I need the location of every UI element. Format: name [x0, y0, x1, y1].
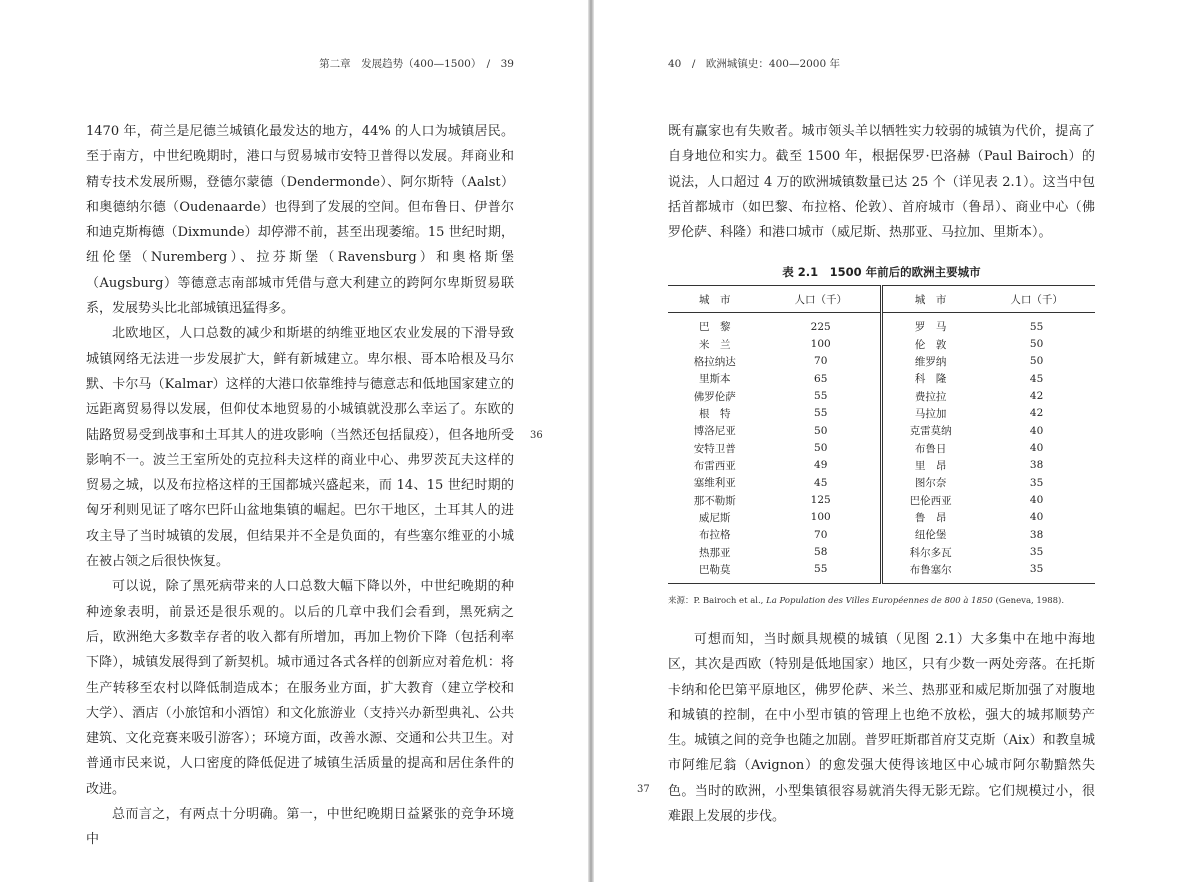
running-head-left: 第二章 发展趋势（400—1500） / 39 [319, 58, 514, 70]
city-cell: 里 昂 [914, 459, 947, 472]
city-cell: 布鲁日 [914, 442, 947, 455]
source-title: La Population des Villes Européennes de 800 à 1850 [766, 596, 993, 606]
right-page-body-bottom [668, 627, 1095, 829]
table-row [668, 561, 1095, 584]
column-header-city: 城 市 [668, 286, 761, 313]
city-cell: 布拉格 [698, 529, 731, 542]
population-cell: 35 [1029, 476, 1044, 489]
population-cell: 70 [761, 526, 881, 543]
table-row [668, 313, 1095, 336]
population-cell: 50 [761, 422, 881, 439]
column-header-population: 人口（千） [978, 286, 1095, 313]
population-cell: 125 [761, 491, 881, 508]
table-row [668, 526, 1095, 543]
city-cell: 布鲁塞尔 [909, 563, 952, 576]
paragraph: 总而言之，有两点十分明确。第一，中世纪晚期日益紧张的竞争环境中 [86, 807, 514, 848]
population-cell: 40 [1029, 442, 1044, 455]
city-cell: 鲁 昂 [914, 511, 947, 524]
population-cell: 49 [761, 457, 881, 474]
column-header-city: 城 市 [882, 286, 979, 313]
city-cell: 费拉拉 [914, 390, 947, 403]
running-head-right: 40 / 欧洲城镇史：400—2000 年 [668, 58, 840, 70]
table-row [668, 422, 1095, 439]
paragraph: 北欧地区，人口总数的减少和斯堪的纳维亚地区农业发展的下滑导致城镇网络无法进一步发展扩大，鲜有新城建立。卑尔根、哥本哈根及马尔默、卡尔马（Kalmar）这样的大港口依靠维持与德意志和低地国家建立的远距离贸易得以发展，但仰仗本地贸易的小城镇就没那么幸运了。东欧的陆路贸易受到战事和土耳其人的进攻影响（当然还包括鼠疫），但各地所受影响不一。波兰王室所处的克拉科夫这样的商业中心、弗罗茨瓦夫这样的贸易之城，以及布拉格这样的王国都城兴盛起来，而 14、15 世纪时期的匈牙利则见证了喀尔巴阡山盆地集镇的崛起。巴尔干地区，土耳其人的进攻主导了当时城镇的发展，但结果并不全是负面的，有些塞尔维亚的小城在被占领之后很快恢复。 [86, 326, 514, 570]
city-cell: 布雷西亚 [693, 459, 736, 472]
column-header-population: 人口（千） [761, 286, 881, 313]
table-body [668, 313, 1095, 584]
table-row [668, 370, 1095, 387]
population-cell: 40 [1029, 494, 1044, 507]
city-cell: 威尼斯 [698, 511, 731, 524]
city-cell: 热那亚 [698, 546, 731, 559]
population-cell: 55 [761, 387, 881, 404]
population-cell: 55 [1029, 320, 1044, 333]
table-row [668, 491, 1095, 508]
population-cell: 38 [1029, 459, 1044, 472]
left-page [0, 0, 590, 882]
population-cell: 70 [761, 353, 881, 370]
population-cell: 65 [761, 370, 881, 387]
city-cell: 纽伦堡 [914, 529, 947, 542]
city-cell: 里斯本 [698, 373, 731, 386]
margin-page-number: 37 [637, 784, 650, 795]
city-cell: 马拉加 [914, 407, 947, 420]
city-cell: 克雷莫纳 [909, 425, 952, 438]
table-source [668, 594, 1064, 606]
table-row [668, 387, 1095, 404]
population-cell: 50 [761, 439, 881, 456]
margin-page-number: 36 [530, 430, 543, 441]
left-page-body [86, 119, 514, 853]
city-cell: 米 兰 [698, 338, 731, 351]
city-cell: 科 隆 [914, 373, 947, 386]
population-cell: 45 [1029, 372, 1044, 385]
table-row [668, 509, 1095, 526]
table-row [668, 439, 1095, 456]
population-cell: 55 [761, 405, 881, 422]
population-cell: 40 [1029, 511, 1044, 524]
table-header-row [668, 286, 1095, 313]
city-cell: 科尔多瓦 [909, 546, 952, 559]
table-row [668, 474, 1095, 491]
population-cell: 35 [1029, 546, 1044, 559]
source-suffix: (Geneva, 1988). [992, 596, 1065, 606]
population-cell: 50 [1029, 338, 1044, 351]
paragraph: 可想而知，当时颇具规模的城镇（见图 2.1）大多集中在地中海地区，其次是西欧（特别是低地国家）地区，只有少数一两处旁落。在托斯卡纳和伦巴第平原地区，佛罗伦萨、米兰、热那亚和威尼斯加强了对腹地和城镇的控制，在中小型市镇的管理上也绝不放松，强大的城邦顺势产生。城镇之间的竞争也随之加剧。普罗旺斯郡首府艾克斯（Aix）和教皇城市阿维尼翁（Avignon）的愈发强大使得该地区中心城市阿尔勒黯然失色。当时的欧洲，小型集镇很容易就消失得无影无踪。它们规模过小，很难跟上发展的步伐。 [668, 632, 1095, 825]
city-cell: 巴勒莫 [698, 563, 731, 576]
city-cell: 塞维利亚 [693, 477, 736, 490]
population-cell: 40 [1029, 424, 1044, 437]
population-cell: 58 [761, 543, 881, 560]
city-cell: 那不勒斯 [693, 494, 736, 507]
cities-table [668, 285, 1095, 584]
city-cell: 安特卫普 [693, 442, 736, 455]
table-row [668, 457, 1095, 474]
population-cell: 45 [761, 474, 881, 491]
city-cell: 伦 敦 [914, 338, 947, 351]
table-row [668, 353, 1095, 370]
city-cell: 格拉纳达 [693, 355, 736, 368]
city-cell: 根 特 [698, 407, 731, 420]
population-cell: 100 [761, 509, 881, 526]
population-cell: 100 [761, 335, 881, 352]
city-cell: 巴伦西亚 [909, 494, 952, 507]
paragraph: 可以说，除了黑死病带来的人口总数大幅下降以外，中世纪晚期的种种迹象表明，前景还是很乐观的。以后的几章中我们会看到，黑死病之后，欧洲绝大多数幸存者的收入都有所增加，再加上物价下降（包括利率下降），城镇发展得到了新契机。城市通过各式各样的创新应对着危机：将生产转移至农村以降低制造成本；在服务业方面，扩大教育（建立学校和大学）、酒店（小旅馆和小酒馆）和文化旅游业（支持兴办新型典礼、公共建筑、文化竞赛来吸引游客）；环境方面，改善水源、交通和公共卫生。对普通市民来说，人口密度的降低促进了城镇生活质量的提高和居住条件的改进。 [86, 579, 514, 797]
paragraph: 既有赢家也有失败者。城市领头羊以牺牲实力较弱的城镇为代价，提高了自身地位和实力。截至 1500 年，根据保罗·巴洛赫（Paul Bairoch）的说法，人口超过 4 万的欧洲城镇数量已达 25 个（详见表 2.1）。这当中包括首都城市（如巴黎、布拉格、伦敦）、首府城市（鲁昂）、商业中心（佛罗伦萨、科隆）和港口城市（威尼斯、热那亚、马拉加、里斯本）。 [668, 124, 1095, 241]
table-title: 表 2.1 1500 年前后的欧洲主要城市 [782, 265, 981, 279]
table-row [668, 405, 1095, 422]
population-cell: 38 [1029, 528, 1044, 541]
paragraph: 1470 年，荷兰是尼德兰城镇化最发达的地方，44% 的人口为城镇居民。至于南方，中世纪晚期时，港口与贸易城市安特卫普得以发展。拜商业和精专技术发展所赐，登德尔蒙德（Dendermonde）、阿尔斯特（Aalst）和奥德纳尔德（Oudenaarde）也得到了发展的空间。但布鲁日、伊普尔和迪克斯梅德（Dixmunde）却停滞不前，甚至出现萎缩。15 世纪时期，纽伦堡（Nuremberg）、拉芬斯堡（Ravensburg）和奥格斯堡（Augsburg）等德意志南部城市凭借与意大利建立的跨阿尔卑斯贸易联系，发展势头比北部城镇迅猛得多。 [86, 124, 514, 317]
right-page [594, 0, 1183, 882]
table-row [668, 543, 1095, 560]
population-cell: 42 [1029, 407, 1044, 420]
city-cell: 博洛尼亚 [693, 425, 736, 438]
population-cell: 50 [1029, 355, 1044, 368]
table-row [668, 335, 1095, 352]
city-cell: 图尔奈 [914, 477, 947, 490]
population-cell: 35 [1029, 563, 1044, 576]
city-cell: 佛罗伦萨 [693, 390, 736, 403]
city-cell: 罗 马 [914, 321, 947, 334]
city-cell: 维罗纳 [914, 355, 947, 368]
population-cell: 42 [1029, 390, 1044, 403]
right-page-body-top [668, 119, 1095, 245]
source-prefix: 来源：P. Bairoch et al., [668, 596, 767, 606]
population-cell: 225 [761, 313, 881, 336]
city-cell: 巴 黎 [698, 321, 731, 334]
population-cell: 55 [761, 561, 881, 584]
